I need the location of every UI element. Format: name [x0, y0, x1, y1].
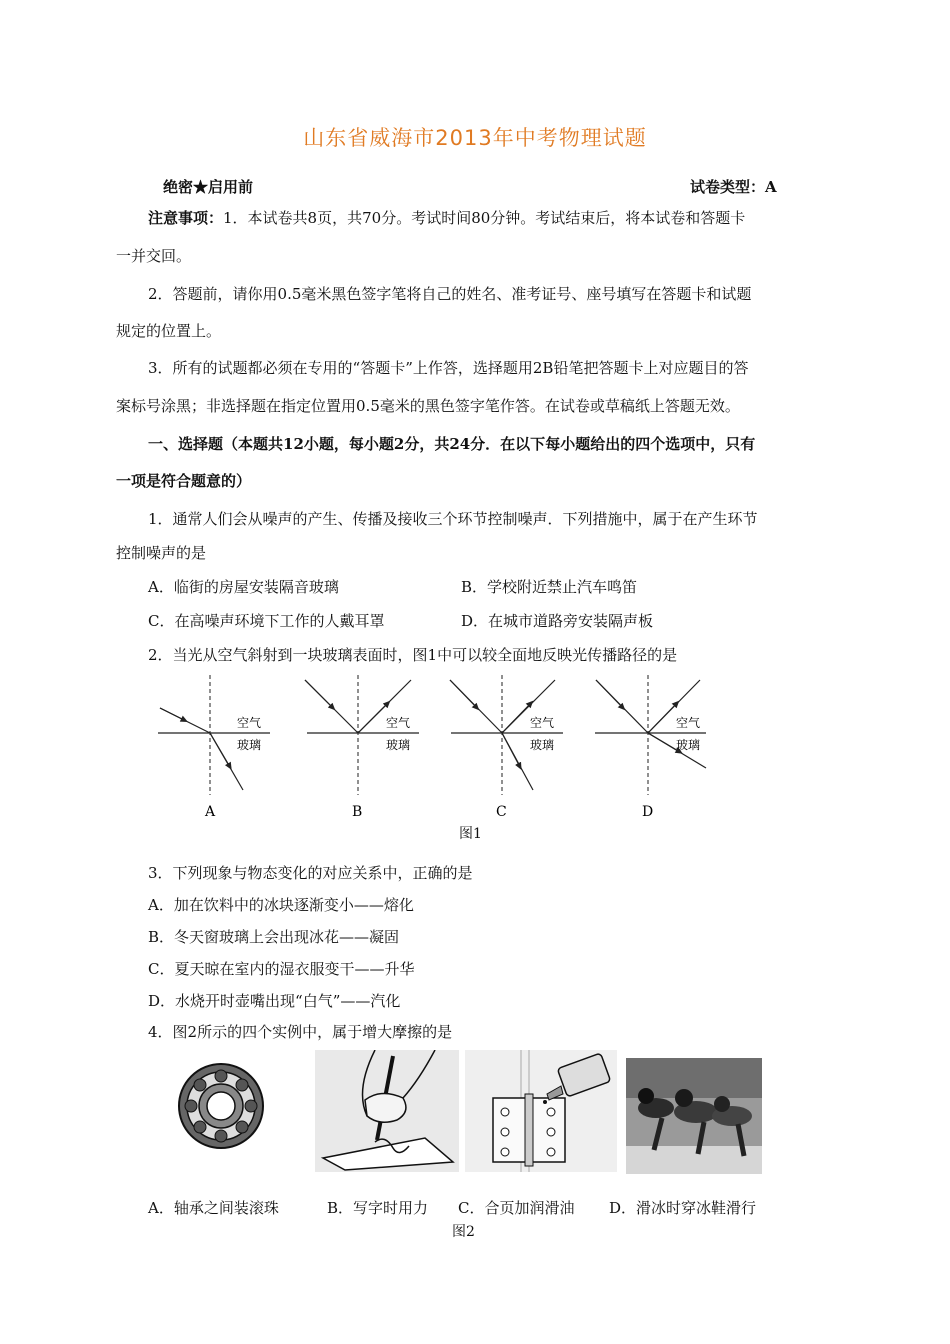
q1-stem: 1．通常人们会从噪声的产生、传播及接收三个环节控制噪声．下列措施中，属于在产生环节: [148, 510, 758, 528]
section-1-heading-cont: 一项是符合题意的）: [116, 472, 252, 490]
air-label-d: 空气: [676, 716, 701, 730]
q4-option-a: A．轴承之间装滚珠: [148, 1199, 279, 1217]
note-3-line-2: 案标号涂黑；非选择题在指定位置用0.5毫米的黑色签字笔作答。在试卷或草稿纸上答题无效。: [116, 397, 740, 415]
notes-label: 注意事项：: [148, 209, 224, 227]
note-1-text: 1．本试卷共8页，共70分。考试时间80分钟。考试结束后，将本试卷和答题卡: [223, 209, 746, 227]
diagram-c: [450, 675, 563, 820]
page-title: 山东省威海市2013年中考物理试题: [303, 126, 647, 150]
diagram-a: [158, 675, 270, 820]
q1-option-d: D．在城市道路旁安装隔声板: [461, 612, 654, 630]
section-1-heading: 一、选择题（本题共12小题，每小题2分，共24分．在以下每小题给出的四个选项中，只有: [148, 435, 756, 453]
glass-label-c: 玻璃: [530, 738, 555, 752]
secret-label: 绝密★启用前: [163, 178, 254, 196]
q3-option-c: C．夏天晾在室内的湿衣服变干——升华: [148, 960, 415, 978]
diagram-d: [595, 675, 706, 820]
q3-option-b: B．冬天窗玻璃上会出现冰花——凝固: [148, 928, 400, 946]
figure-2-caption: 图2: [452, 1224, 475, 1240]
q4-option-d: D．滑冰时穿冰鞋滑行: [609, 1199, 757, 1217]
q1-option-c: C．在高噪声环境下工作的人戴耳罩: [148, 612, 385, 630]
paper-type: 试卷类型：A: [690, 178, 777, 196]
figure-1-caption: 图1: [459, 826, 482, 842]
note-3-line-1: 3．所有的试题都必须在专用的“答题卡”上作答，选择题用2B铅笔把答题卡上对应题目的答: [148, 359, 749, 377]
skating-image: [626, 1058, 762, 1174]
note-2-line-1: 2．答题前，请你用0.5毫米黑色签字笔将自己的姓名、准考证号、座号填写在答题卡和试题: [148, 285, 752, 303]
label-c: C: [496, 804, 507, 820]
q3-stem: 3．下列现象与物态变化的对应关系中，正确的是: [148, 864, 473, 882]
label-b: B: [352, 804, 363, 820]
glass-label-d: 玻璃: [676, 738, 701, 752]
bearing-image: [175, 1060, 267, 1152]
q4-stem: 4．图2所示的四个实例中，属于增大摩擦的是: [148, 1023, 453, 1041]
q4-option-c: C．合页加润滑油: [458, 1199, 575, 1217]
label-d: D: [642, 804, 654, 820]
glass-label-a: 玻璃: [237, 738, 262, 752]
air-label-a: 空气: [237, 716, 262, 730]
note-2-line-2: 规定的位置上。: [116, 322, 222, 340]
q1-option-a: A．临街的房屋安装隔音玻璃: [148, 578, 339, 596]
glass-label-b: 玻璃: [386, 738, 411, 752]
air-label-c: 空气: [530, 716, 555, 730]
hinge-oil-image: [465, 1050, 617, 1172]
q1-option-b: B．学校附近禁止汽车鸣笛: [461, 578, 638, 596]
note-1-line-2: 一并交回。: [116, 247, 192, 265]
notes-line-1: [148, 207, 745, 228]
q2-stem: 2．当光从空气斜射到一块玻璃表面时，图1中可以较全面地反映光传播路径的是: [148, 646, 678, 664]
air-label-b: 空气: [386, 716, 411, 730]
writing-hand-image: [315, 1050, 459, 1172]
q3-option-d: D．水烧开时壶嘴出现“白气”——汽化: [148, 992, 401, 1010]
q4-option-b: B．写字时用力: [327, 1199, 429, 1217]
label-a: A: [205, 804, 216, 820]
q3-option-a: A．加在饮料中的冰块逐渐变小——熔化: [148, 896, 414, 914]
q1-stem-cont: 控制噪声的是: [116, 544, 207, 562]
diagram-b: [305, 675, 419, 820]
